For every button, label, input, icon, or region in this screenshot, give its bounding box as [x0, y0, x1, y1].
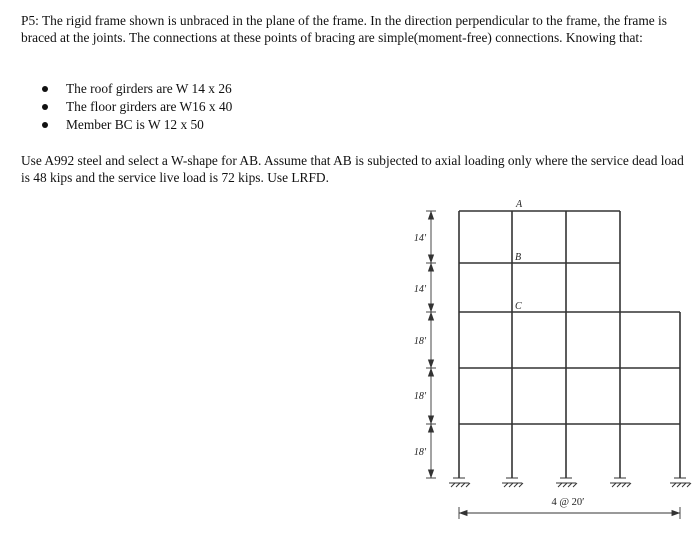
given-item-member-bc: Member BC is W 12 x 50: [42, 116, 232, 134]
joint-label-a: A: [516, 199, 523, 210]
joint-label-c: C: [515, 301, 522, 312]
joint-labels: [515, 199, 523, 312]
support-1: [449, 478, 470, 487]
support-4: [610, 478, 631, 487]
story-height-label: 14′: [413, 284, 427, 295]
story-height-label: 18′: [413, 447, 427, 458]
story-height-label: 18′: [413, 391, 427, 402]
story-height-label: 14′: [413, 233, 427, 244]
support-2: [502, 478, 523, 487]
joint-label-b: B: [515, 252, 522, 263]
problem-intro: P5: The rigid frame shown is unbraced in the plane of the frame. In the direction perpendicular to the frame, the frame is braced at the joints. The connections at these points of bracing are simple(moment-free) connections. Knowing that:: [21, 13, 667, 45]
vertical-dimension: [426, 211, 436, 478]
support-3: [556, 478, 577, 487]
horizontal-dimension: [459, 507, 680, 519]
span-label: 4 @ 20′: [551, 497, 585, 508]
frame-members: [459, 211, 680, 478]
supports: [449, 478, 691, 487]
support-5: [670, 478, 691, 487]
given-item-floor-girders: The floor girders are W16 x 40: [42, 98, 232, 116]
problem-task: Use A992 steel and select a W-shape for AB. Assume that AB is subjected to axial loading only where the service dead load is 48 kips and the service live load is 72 kips. Use LRFD.: [21, 153, 684, 185]
story-height-labels: [414, 233, 427, 458]
given-item-roof-girders: The roof girders are W 14 x 26: [42, 80, 232, 98]
story-height-label: 18′: [413, 336, 427, 347]
